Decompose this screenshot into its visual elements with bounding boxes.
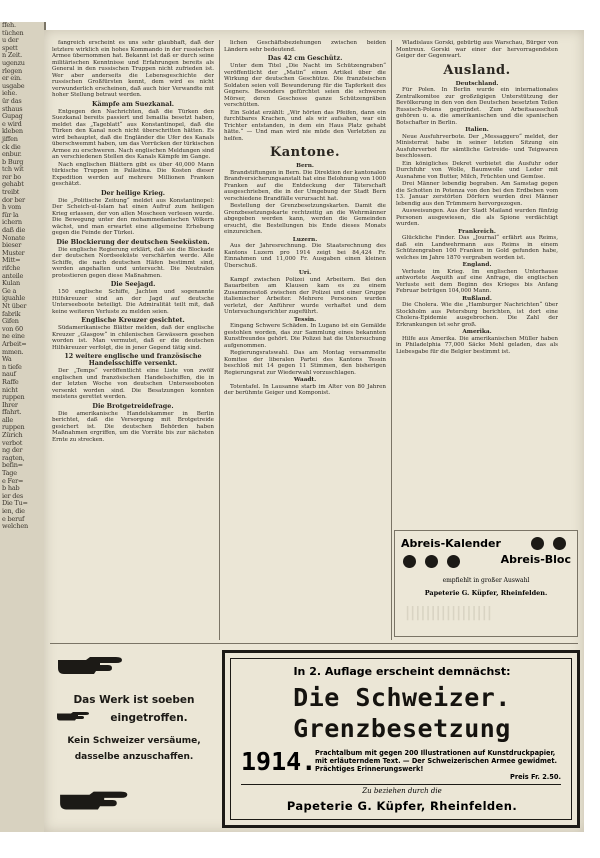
spine-text-line: dor ber (2, 195, 25, 204)
pointing-hand-icon (58, 788, 142, 812)
spine-text-line: Die Tu= (2, 499, 28, 508)
section-heading: Englische Kreuzer gesichtet. (81, 316, 185, 324)
paragraph: Totentafel. In Lausanne starb im Alter von 80 Jahren der berühmte Geiger und Komponist. (224, 383, 386, 396)
ad-line: dasselbe anzuschaffen. (74, 752, 194, 762)
ad-line: Das Werk ist soeben (73, 694, 195, 706)
spine-text-line: jiffen (2, 134, 18, 143)
pointing-hand-icon (56, 654, 136, 676)
section-heading: 12 weitere englische und französische Handelsschiffe versenkt. (64, 352, 202, 367)
country-heading: Frankreich. (458, 228, 496, 235)
spine-text-line: tch wit (2, 165, 24, 174)
ad-title-kalender: Abreis-Kalender (401, 537, 501, 550)
section-heading: Die Brotgetreidefrage. (92, 401, 174, 410)
paragraph: 150 englische Schiffe, Jachten und sogenannte Hilfskreuzer sind an der Jagd auf deutsche Unterseeboote beteiligt. Die Admiralität teilt mit, daß keine weiteren Verluste zu melden seien. (52, 289, 214, 315)
spine-text-line: Nonate (2, 233, 25, 242)
newspaper-sheet (44, 30, 584, 832)
spine-text-line: Gifen (2, 317, 19, 326)
spine-text-line: n Zeit. (2, 51, 22, 60)
ad-price: Preis Fr. 2.50. (509, 773, 561, 781)
ad-year: 1914. (241, 747, 317, 776)
spine-text-line: tüchen (2, 28, 24, 37)
spine-text-line: nauf (2, 370, 16, 379)
country-heading: Amerika. (462, 329, 492, 335)
article-column-3 (396, 40, 558, 520)
ad-line: eingetroffen. (110, 712, 188, 724)
paragraph: Die „Politische Zeitung“ meldet aus Konstantinopel: Der Scheich-ul-Islam hat einen Aufruf zum heiligen Krieg erlassen, der von allen Moscheen verlesen wurde. Die Bewegung unter den mohammedanischen Völkern wächst, und man erwartet eine allgemeine Erhebung gegen die Feinde der Türkei. (52, 197, 214, 236)
ad-frame (230, 658, 572, 820)
paragraph: Drei Männer lebendig begraben. Am Samstag gegen die Schotten in Potenza von den bei den Erdbeben vom 13. Januar zerstörten Dörfern wurden drei Männer lebendig aus den Trümmern hervorgezogen. (396, 181, 558, 207)
previous-page-text (0, 22, 44, 531)
spine-text-line: nicht (2, 385, 18, 394)
spine-text-line: ien, die (2, 507, 25, 515)
country-heading: Italien. (465, 127, 489, 133)
paragraph: Die Cholera. Wie die „Hamburger Nachrichten“ über Stockholm aus Petersburg berichten, ist dort eine Cholera-Epidemie ausgebrochen. Die Zahl der Erkrankungen ist sehr groß. (396, 302, 558, 328)
ad-announcement: In 2. Auflage erscheint demnächst: (293, 665, 511, 678)
grenzbesetzung-advertisement (222, 650, 580, 828)
paragraph: Hilfe aus Amerika. Die amerikanischen Müller haben in Philadelphia 77,000 Säcke Mehl geladen, das als Liebesgabe für die Belgier bestimmt ist. (396, 335, 558, 355)
country-heading: England. (462, 262, 492, 268)
spine-text-line: rer bo (2, 172, 22, 181)
spine-text-line: Mitt= (2, 256, 21, 265)
paragraph: Ein königliches Dekret verbietet die Ausfuhr oder Durchfuhr von Wolle, Baumwolle und Leder mit Ausnahme von Butter, Milch, Früchten und Gemüse. (396, 160, 558, 180)
spine-text-line: e Fer= (2, 476, 24, 485)
ad-title-bloc: Abreis-Bloc (500, 553, 571, 566)
article-column-2 (224, 40, 386, 640)
spine-text-line: enbur. (2, 150, 22, 159)
ad-line: Kein Schweizer versäume, (67, 736, 201, 746)
paragraph: Entgegen den Nachrichten, daß die Türken den Suezkanal bereits passiert und Ismailia besetzt haben, meldet das „Tageblatt“ aus Konstantinopel, daß die Türken den Kanal noch nicht überschritten hätten. Es wird behauptet, daß die Engländer die Ufer des Kanals überschwemmt haben, um das Vorrücken der türkischen Armee zu erschweren. Nach englischen Meldungen sind an verschiedenen Stellen des Kanals Kämpfe im Gange. (52, 108, 214, 160)
paragraph: Ein Soldat erzählt: „Wir hörten das Pfeifen, dann ein furchtbares Krachen, und als wir aufsahen, war ein Trichter entstanden, in dem ein Haus Platz gehabt hätte.“ — Und man wird nie müde den Verletzten zu helfen. (224, 109, 386, 142)
paragraph: Verluste im Krieg. Im englischen Unterhause antwortete Asquith auf eine Anfrage, die englischen Verluste seit dem Beginn des Krieges bis Anfang Februar betrügen 104,000 Mann. (396, 268, 558, 294)
canton-heading: Bern. (296, 163, 314, 169)
spine-text-line: Raffe (2, 377, 19, 386)
paragraph: Kampf zwischen Polizei und Arbeitern. Bei den Bauarbeiten am Klausen kam es zu einem Zusammenstoß zwischen der Polizei und einer Gruppe italienischer Arbeiter. Mehrere Personen wurden verletzt, der Anführer wurde verhaftet und dem Untersuchungsrichter zugeführt. (224, 276, 386, 315)
spine-text-line: Wa (2, 355, 12, 364)
spine-text-line: ng der (2, 446, 23, 455)
canton-heading: Tessin. (293, 316, 317, 323)
bullet-dot-icon (553, 537, 566, 550)
paragraph: Wladislaus Gorski, gebürtig aus Warschau, Bürger von Montreux. Gorski war einer der hervorragendsten Geiger der Gegenwart. (396, 40, 558, 59)
spine-text-line: ür das (2, 96, 22, 105)
column-rule (219, 40, 220, 640)
spine-text-line: ne eine (2, 332, 25, 341)
column-rule (391, 40, 392, 640)
spine-text-line: kleben (2, 127, 23, 136)
paragraph: Für Polen. In Berlin wurde ein internationales Zentralkomitee zur großzügigen Unterstützung der Bevölkerung in den von den Deutschen besetzten Teilen Russisch-Polens gegründet. Zum Arbeitsausschuß gehören u. a. die amerikanischen und die spanischen Botschafter in Berlin. (396, 87, 558, 126)
section-heading: Kämpfe am Suezkanal. (91, 99, 175, 108)
section-heading: Die Blockierung der deutschen Seeküsten. (56, 237, 210, 246)
spine-text-line: e beruf (2, 514, 25, 523)
spine-text-line: ugenzu (2, 58, 25, 67)
bullet-dot-icon (425, 555, 438, 568)
spine-text-line: befin= (2, 461, 23, 470)
spine-text-line: von 60 (2, 324, 23, 333)
spine-text-line: er ein. (2, 74, 22, 83)
ausland-heading: Ausland. (443, 62, 511, 78)
spine-text-line: b Burg (2, 157, 24, 166)
spine-text-line: ffahrt. (2, 408, 22, 417)
spine-text-line: Tage (2, 469, 17, 478)
spine-text-line: alle (2, 415, 14, 424)
spine-text-line: sthaus (2, 104, 23, 113)
paragraph: Unter dem Titel „Die Nacht im Schützengraben“ veröffentlicht der „Matin“ einen Artikel über die Wirkung der deutschen Geschütze. Die französischen Soldaten seien voll Bewunderung für die Tapferkeit des Gegners. Besonders gefürchtet seien die schweren Mörser, deren Geschosse ganze Schützengräben verschütten. (224, 63, 386, 108)
spine-text-line: Ge a (2, 286, 17, 295)
spine-text-line: Kulan (2, 279, 21, 288)
spine-text-line: Zürich (2, 431, 23, 440)
paragraph: lichen Geschäftsbeziehungen zwischen beiden Ländern sehr bedeutend. (224, 40, 386, 53)
bullet-dot-icon (447, 555, 460, 568)
canton-heading: Uri. (298, 270, 312, 276)
spine-text-line: ruppen (2, 393, 25, 402)
section-heading: Das 42 cm Geschütz. (267, 54, 343, 62)
paragraph: Aus der Jahresrechnung. Die Staatsrechnung des Kantons Luzern pro 1914 zeigt bei 84,424 Fr. Einnahmen und 11,000 Fr. Ausgaben einen kleinen Überschuß. (224, 243, 386, 269)
paragraph: Südamerikanische Blätter melden, daß der englische Kreuzer „Glasgow“ in chilenischen Gewässern gesehen worden ist. Man vermutet, daß er die deutschen Hilfskreuzer verfolgt, die in jener Gegend tätig sind. (52, 325, 214, 351)
canton-heading: Luzern. (292, 236, 318, 243)
ad-title-line-2: Grenzbesetzung (293, 714, 511, 743)
bullet-dot-icon (403, 555, 416, 568)
paragraph: Regierungsratswahl. Das am Montag versammelte Komitee der liberalen Partei des Kantons Tessin beschloß mit 14 gegen 11 Stimmen, den bisherigen Regierungsrat zur Wiederwahl vorzuschlagen. (224, 350, 386, 376)
ad-brand: Papeterie G. Küpfer, Rheinfelden. (424, 589, 548, 597)
previous-page-edge (0, 22, 46, 832)
spine-text-line: Gupag (2, 112, 23, 121)
spine-text-line: anteile (2, 271, 24, 280)
spine-text-line: Ihrer (2, 400, 18, 409)
spine-text-line: b hab (2, 484, 20, 493)
spine-text-line: h vom (2, 203, 22, 212)
ad-divider (241, 784, 561, 785)
paragraph: Nach englischen Blättern gibt es über 40,000 Mann türkische Truppen in Palästina. Die Kosten dieser Expedition werden auf mehrere Millionen Franken geschätzt. (52, 161, 214, 187)
ad-description: Prachtalbum mit gegen 200 Illustrationen auf Kunstdruckpapier, mit erläuterndem Text. — Der Schweizerischen Armee gewidmet. Prächtiges Erinnerungswerk! (315, 749, 558, 773)
paragraph: fangreich erscheint es uns sehr glaubhaft, daß der letztere wirklich ein hohes Kommando in der russischen Armee übernommen hat. Bekannt ist daß er durch seine militärischen Kenntnisse und Erfahrungen bereits als General in den russischen Truppen nicht zufrieden ist. Wer aber anderseits die Lebensgeschichte der russischen Großfürsten kennt, dem wird es nicht verwunderlich erscheinen, daß auch hier Verwandte mit hoher Stellung betraut werden. (52, 40, 214, 98)
bullet-dot-icon (531, 537, 544, 550)
spine-text-line: iehe. (2, 89, 18, 98)
spine-text-line: Nt über (2, 301, 27, 310)
ad-shop-name: Papeterie G. Küpfer, Rheinfelden. (286, 799, 518, 813)
paragraph: Glückliche Finder. Das „Journal“ erfährt aus Reims, daß ein Landwehrmann aus Reims in einem Schützengraben 100 Franken in Gold gefunden habe, welches im Jahre 1870 vergraben worden ist. (396, 235, 558, 261)
spine-text-line: ragten, (2, 453, 25, 462)
kantone-heading: Kantone. (269, 145, 341, 160)
spine-text-line: ichern (2, 218, 22, 227)
paragraph: Brandstiftungen in Bern. Die Direktion der kantonalen Brandversicherungsanstalt hat eine Belohnung von 1000 Franken auf die Entdeckung der Täterschaft ausgeschrieben, die in der Umgebung der Stadt Bern verschiedene Brandfälle verursacht hat. (224, 169, 386, 202)
paragraph: Neue Ausfuhrverbote. Der „Messaggero“ meldet, der Ministerrat habe in seiner letzten Sitzung ein Ausfuhrverbot für sämtliche Getreide- und Teigwaren beschlossen. (396, 133, 558, 159)
spine-text-line: usgabe (2, 81, 25, 90)
paragraph: Eingang Schwere Schäden. In Lugano ist ein Gemälde gestohlen worden, das zur Sammlung eines bekannten Kunstfreundes gehört. Die Polizei hat die Untersuchung aufgenommen. (224, 323, 386, 349)
spine-text-line: n tiefe (2, 362, 22, 371)
pointing-hand-icon (56, 708, 96, 724)
spine-text-line: rlegen (2, 66, 23, 75)
spine-text-line: Arbeit= (2, 339, 27, 348)
section-heading: Die Seejagd. (110, 280, 156, 288)
spine-text-line: treibt (2, 188, 20, 197)
spine-text-line: rifche (2, 264, 21, 272)
spine-text-line: spett (2, 43, 18, 52)
spine-text-line: verbot (2, 438, 23, 447)
spine-text-line: ck die (2, 142, 21, 151)
canton-heading: Waadt. (293, 377, 317, 383)
paragraph: Die amerikanische Handelskammer in Berlin berichtet, daß die Versorgung mit Brotgetreide gesichert ist. Die deutschen Behörden haben Maßnahmen ergriffen, um die Vorräte bis zur nächsten Ernte zu strecken. (52, 410, 214, 443)
spine-text-line: ruppen (2, 423, 25, 432)
paragraph: Die englische Regierung erklärt, daß sie die Blockade der deutschen Nordseeküste verschärfen werde. Alle Schiffe, die nach deutschen Häfen bestimmt sind, werden angehalten und untersucht. Die Neutralen protestieren gegen diese Maßnahmen. (52, 246, 214, 279)
paragraph: Der „Temps“ veröffentlicht eine Liste von zwölf englischen und französischen Handelsschiffen, die in der letzten Woche von deutschen Unterseebooten versenkt worden sind. Die Besatzungen konnten meistens gerettet werden. (52, 368, 214, 400)
ad-title-line-1: Die Schweizer. (293, 683, 511, 712)
country-heading: Deutschland. (455, 80, 499, 87)
calendar-advertisement: Abreis-Kalender Abreis-Bloc empfiehlt in großer Auswahl Papeterie G. Küpfer, Rheinfelden. ||||||||||||||||| (394, 530, 578, 637)
paragraph: Bestellung der Grenzbesetzungskarten. Damit die Grenzbesetzungskarte rechtzeitig an die Wehrmänner abgegeben werden kann, werden die Gemeinden ersucht, die Bestellungen bis Ende dieses Monats einzureichen. (224, 203, 386, 235)
ad-note: empfiehlt in großer Auswahl (442, 577, 530, 584)
spine-text-line: ier des (2, 491, 24, 500)
spine-text-line: u der (2, 36, 19, 45)
spine-text-line: daß die (2, 226, 26, 235)
spine-text-line: e wird (2, 119, 22, 128)
bottom-divider (50, 643, 578, 644)
spine-text-line: mmen. (2, 347, 24, 356)
article-column-1 (52, 40, 214, 640)
spine-text-line: gehabt (2, 180, 24, 189)
spine-text-line: iguahle (2, 294, 26, 303)
ad-order-note: Zu beziehen durch die (362, 787, 442, 795)
paragraph: Ausweisungen. Aus der Stadt Mailand wurden fünfzig Personen ausgewiesen, die als Spione verdächtigt wurden. (396, 208, 558, 227)
country-heading: Rußland. (462, 295, 492, 302)
spine-text-line: Muster (2, 248, 25, 257)
spine-text-line: bieser (2, 241, 22, 250)
spine-text-line: welchen (2, 522, 28, 531)
section-heading: Der heilige Krieg. (100, 188, 166, 197)
spine-text-line: fabrik (2, 309, 21, 318)
book-advertisement (50, 648, 218, 826)
spine-text-line: ffeh. (2, 22, 16, 29)
spine-text-line: für la (2, 210, 19, 219)
